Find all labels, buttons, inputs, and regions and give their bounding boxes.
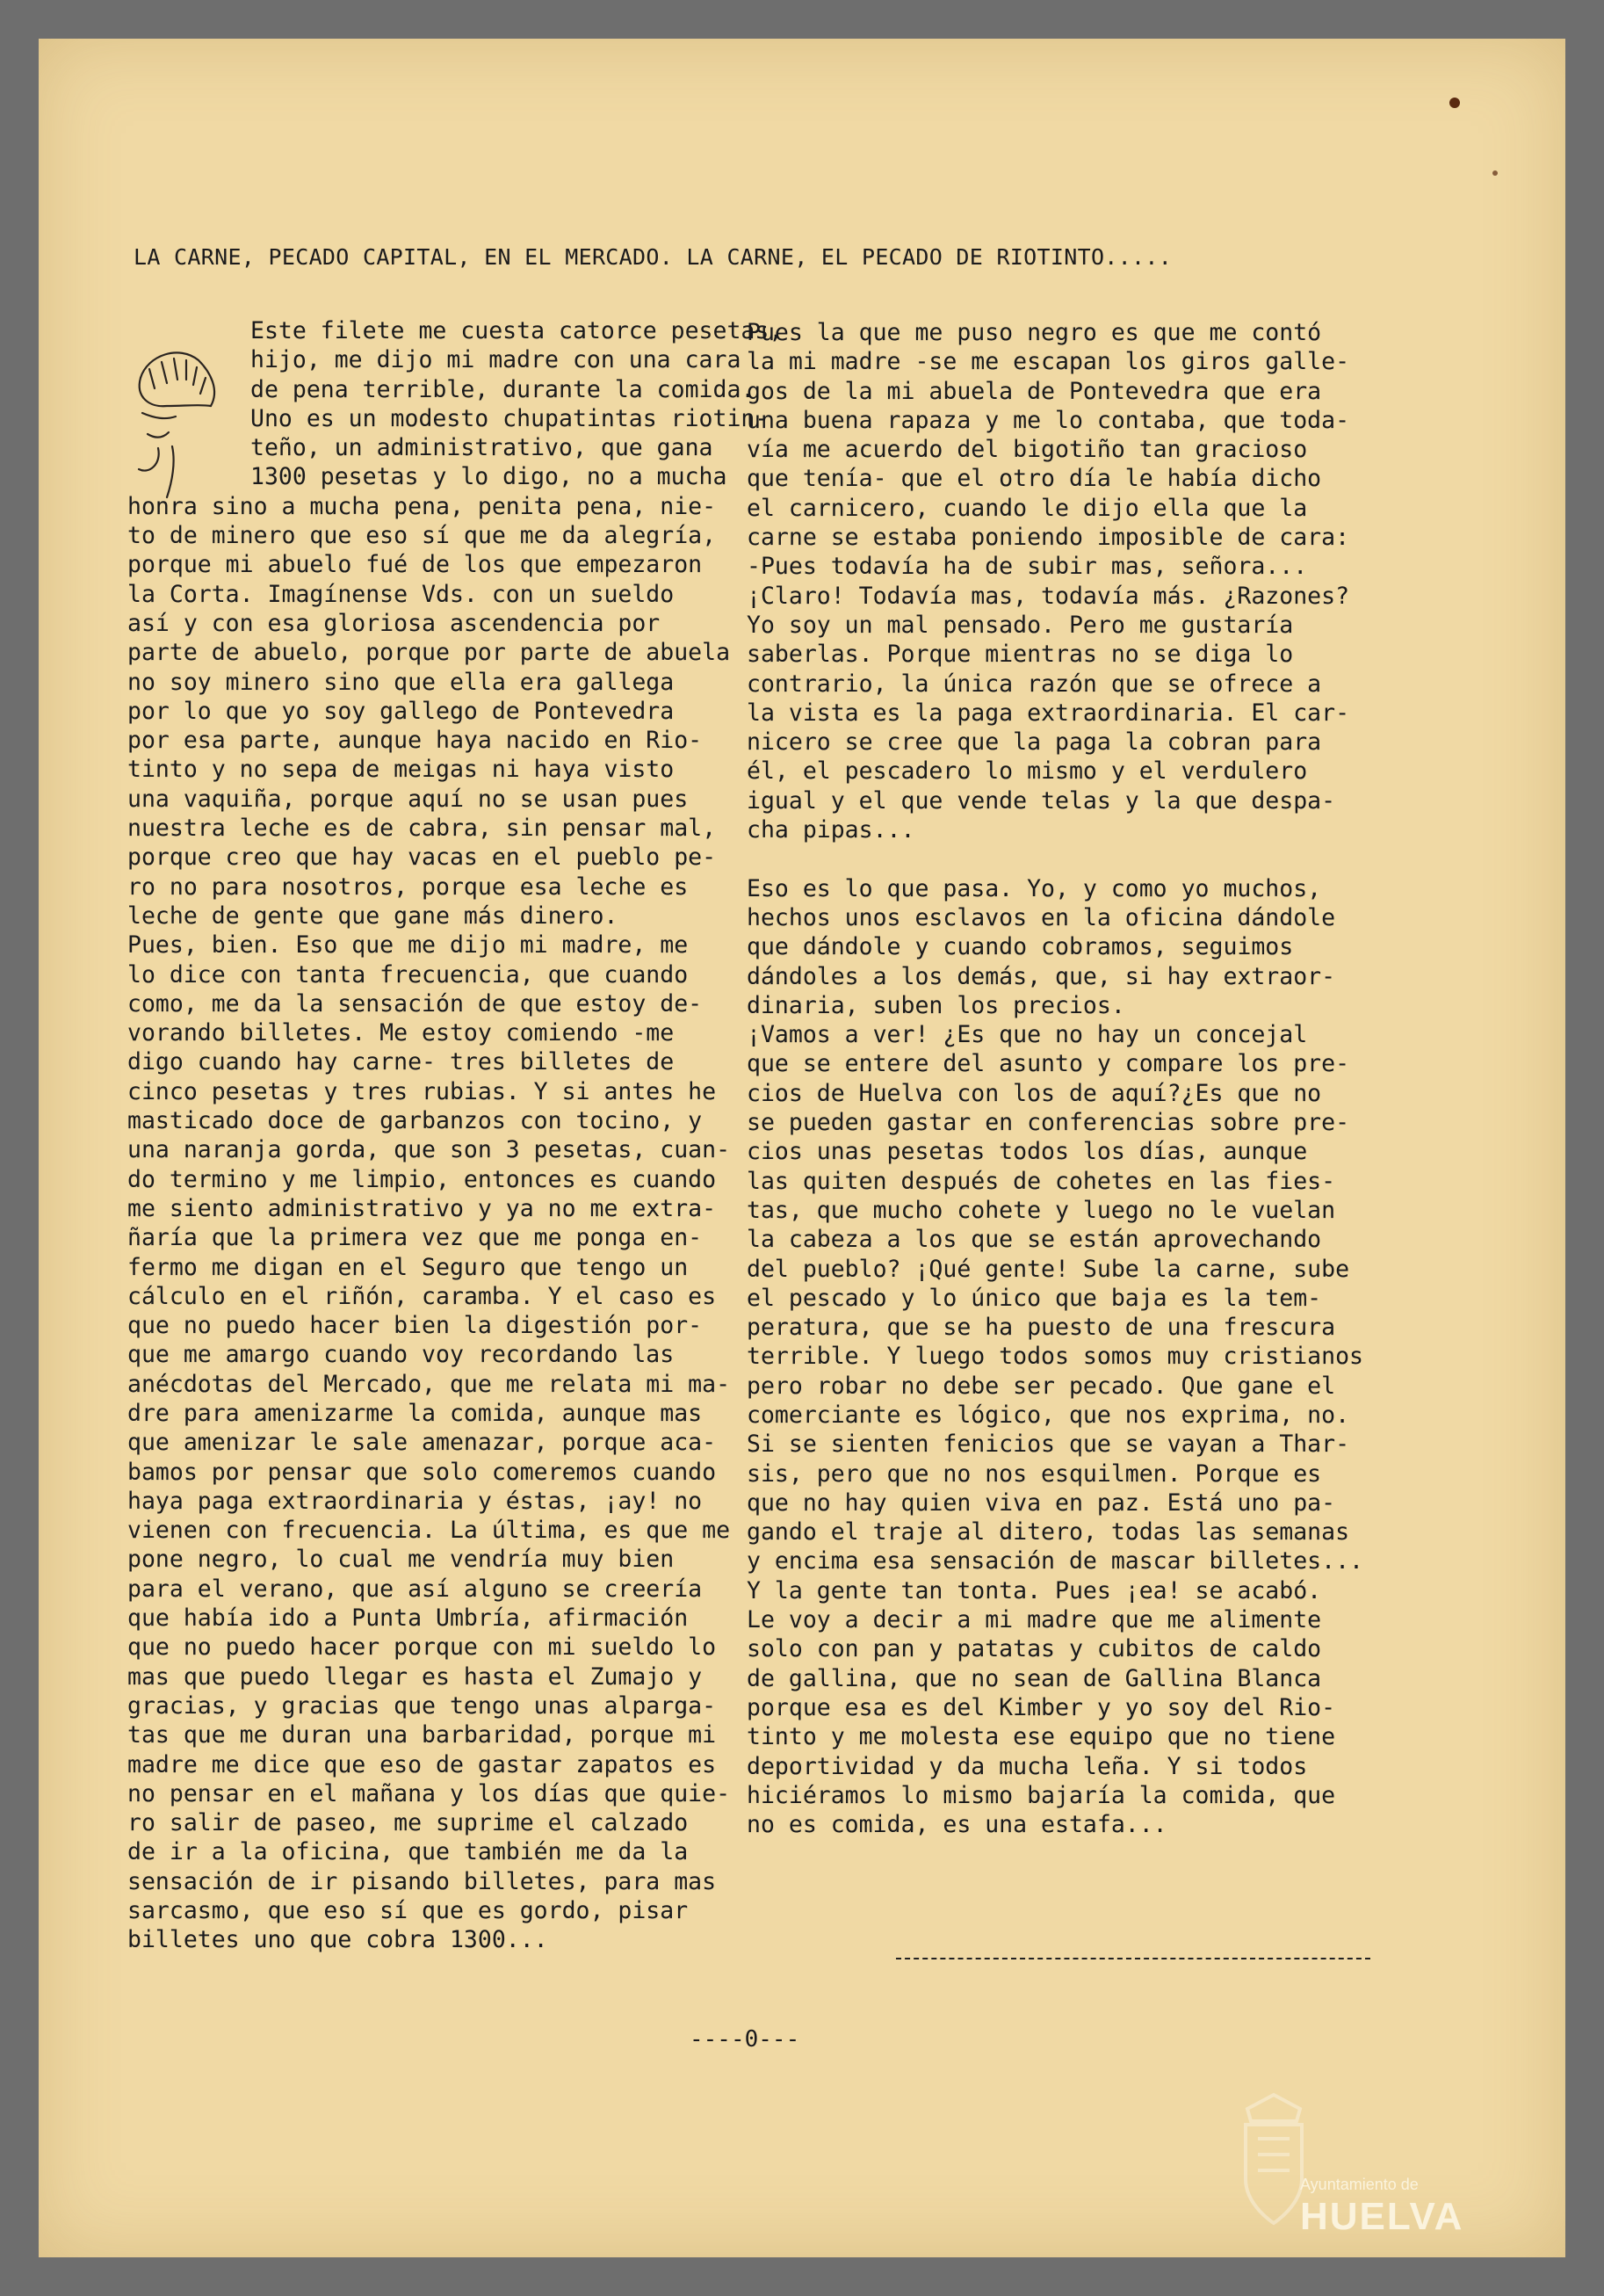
text-line: solo con pan y patatas y cubitos de caldo bbox=[747, 1635, 1322, 1663]
text-line: que no puedo hacer porque con mi sueldo lo bbox=[127, 1633, 717, 1662]
text-line: tas, que mucho cohete y luego no le vuelan bbox=[747, 1196, 1336, 1224]
text-line: por esa parte, aunque haya nacido en Rio- bbox=[127, 727, 703, 755]
text-line: no pensar en el mañana y los días que quie- bbox=[127, 1779, 731, 1807]
text-line: el pescado y lo único que baja es la tem- bbox=[747, 1284, 1322, 1312]
text-line: deportividad y da mucha leña. Y si todos bbox=[747, 1752, 1308, 1780]
text-line: haya paga extraordinaria y éstas, ¡ay! no bbox=[127, 1487, 703, 1515]
text-line: parte de abuelo, porque por parte de abuela bbox=[127, 639, 731, 667]
text-line: que me amargo cuando voy recordando las bbox=[127, 1341, 675, 1369]
text-line: Si se sienten fenicios que se vayan a Thar- bbox=[747, 1430, 1350, 1459]
end-mark: ----0--- bbox=[690, 2026, 800, 2053]
text-line: y encima esa sensación de mascar billetes... bbox=[747, 1547, 1363, 1575]
text-line: terrible. Y luego todos somos muy cristianos bbox=[747, 1343, 1363, 1371]
text-line: la cabeza a los que se están aprovechando bbox=[747, 1226, 1322, 1254]
text-line: sarcasmo, que eso sí que es gordo, pisar bbox=[127, 1897, 689, 1925]
text-line: de gallina, que no sean de Gallina Blanca bbox=[747, 1664, 1322, 1692]
text-line: cálculo en el riñón, caramba. Y el caso es bbox=[127, 1282, 717, 1310]
text-line: vía me acuerdo del bigotiño tan gracioso bbox=[747, 436, 1308, 464]
text-line: vienen con frecuencia. La última, es que me bbox=[127, 1517, 731, 1545]
text-line: billetes uno que cobra 1300... bbox=[127, 1926, 548, 1954]
text-line: él, el pescadero lo mismo y el verdulero bbox=[747, 757, 1308, 786]
text-line: Este filete me cuesta catorce pesetas, bbox=[250, 317, 784, 344]
text-line: que no puedo hacer bien la digestión por- bbox=[127, 1312, 703, 1340]
text-line: cios de Huelva con los de aquí?¿Es que no bbox=[747, 1079, 1322, 1107]
text-line: carne se estaba poniendo imposible de cara: bbox=[747, 524, 1350, 552]
text-line: pero robar no debe ser pecado. Que gane el bbox=[747, 1372, 1336, 1400]
text-line: la mi madre -se me escapan los giros galle- bbox=[747, 348, 1350, 376]
text-line: hiciéramos lo mismo bajaría la comida, que bbox=[747, 1781, 1336, 1809]
text-line: vorando billetes. Me estoy comiendo -me bbox=[127, 1019, 675, 1047]
text-line: Eso es lo que pasa. Yo, y como yo muchos, bbox=[747, 874, 1322, 902]
text-line: una naranja gorda, que son 3 pesetas, cuan- bbox=[127, 1136, 731, 1164]
right-text-column bbox=[747, 318, 1467, 1839]
ink-spot bbox=[1449, 98, 1460, 108]
text-line: bamos por pensar que solo comeremos cuando bbox=[127, 1458, 717, 1486]
text-line: masticado doce de garbanzos con tocino, y bbox=[127, 1107, 703, 1135]
text-line: dre para amenizarme la comida, aunque mas bbox=[127, 1399, 703, 1427]
text-line: porque mi abuelo fué de los que empezaron bbox=[127, 551, 703, 579]
text-line: saberlas. Porque mientras no se diga lo bbox=[747, 641, 1294, 669]
text-line: que amenizar le sale amenazar, porque aca- bbox=[127, 1429, 717, 1457]
text-line: Pues la que me puso negro es que me contó bbox=[747, 319, 1322, 346]
text-line: 1300 pesetas y lo digo, no a mucha bbox=[250, 463, 727, 491]
text-line: Pues, bien. Eso que me dijo mi madre, me bbox=[127, 931, 689, 960]
text-line: cinco pesetas y tres rubias. Y si antes he bbox=[127, 1077, 717, 1105]
text-line: lo dice con tanta frecuencia, que cuando bbox=[127, 960, 689, 989]
text-line: las quiten después de cohetes en las fies- bbox=[747, 1167, 1336, 1195]
text-line: que se entere del asunto y compare los pre- bbox=[747, 1050, 1350, 1078]
text-line bbox=[747, 844, 1467, 873]
text-line: Yo soy un mal pensado. Pero me gustaría bbox=[747, 611, 1294, 639]
text-line: que no hay quien viva en paz. Está uno pa- bbox=[747, 1488, 1336, 1517]
text-line: sis, pero que no nos esquilmen. Porque es bbox=[747, 1459, 1322, 1488]
watermark-line-2: HUELVA bbox=[1300, 2195, 1464, 2238]
text-line: madre me dice que eso de gastar zapatos es bbox=[127, 1750, 717, 1778]
text-line: porque creo que hay vacas en el pueblo pe- bbox=[127, 844, 717, 872]
text-line: tas que me duran una barbaridad, porque mi bbox=[127, 1721, 717, 1749]
text-line: no soy minero sino que ella era gallega bbox=[127, 668, 675, 696]
text-line: que había ido a Punta Umbría, afirmación bbox=[127, 1604, 689, 1633]
text-line: mas que puedo llegar es hasta el Zumajo y bbox=[127, 1662, 703, 1691]
text-line: digo cuando hay carne- tres billetes de bbox=[127, 1048, 675, 1076]
text-line: la Corta. Imagínense Vds. con un sueldo bbox=[127, 580, 675, 608]
text-line: ¡Claro! Todavía mas, todavía más. ¿Razones? bbox=[747, 582, 1350, 610]
text-line: Le voy a decir a mi madre que me alimente bbox=[747, 1606, 1322, 1634]
text-line: gracias, y gracias que tengo unas alparga- bbox=[127, 1691, 717, 1720]
text-line: nicero se cree que la paga la cobran para bbox=[747, 728, 1322, 757]
text-line: ñaría que la primera vez que me ponga en- bbox=[127, 1224, 703, 1252]
text-line: no es comida, es una estafa... bbox=[747, 1811, 1167, 1839]
text-line: que dándole y cuando cobramos, seguimos bbox=[747, 933, 1294, 961]
text-line: tinto y me molesta ese equipo que no tiene bbox=[747, 1723, 1336, 1751]
closing-rule bbox=[896, 1958, 1370, 1959]
text-line: así y con esa gloriosa ascendencia por bbox=[127, 609, 661, 637]
text-line: ¡Vamos a ver! ¿Es que no hay un concejal bbox=[747, 1021, 1308, 1049]
text-line: comerciante es lógico, que nos exprima, no. bbox=[747, 1401, 1350, 1429]
text-line: cios unas pesetas todos los días, aunque bbox=[747, 1138, 1308, 1166]
text-line: para el verano, que así alguno se creería bbox=[127, 1575, 703, 1603]
page-headline: LA CARNE, PECADO CAPITAL, EN EL MERCADO. LA CARNE, EL PECADO DE RIOTINTO..... bbox=[134, 244, 1173, 270]
text-line: igual y el que vende telas y la que despa- bbox=[747, 786, 1336, 815]
text-line: sensación de ir pisando billetes, para mas bbox=[127, 1867, 717, 1895]
text-line: leche de gente que gane más dinero. bbox=[127, 902, 618, 930]
text-line: una buena rapaza y me lo contaba, que toda- bbox=[747, 406, 1350, 434]
text-line: -Pues todavía ha de subir mas, señora... bbox=[747, 553, 1308, 581]
watermark-line-1: Ayuntamiento de bbox=[1300, 2176, 1419, 2193]
text-line: por lo que yo soy gallego de Pontevedra bbox=[127, 697, 675, 725]
text-line: nuestra leche es de cabra, sin pensar mal, bbox=[127, 815, 717, 843]
text-line: como, me da la sensación de que estoy de- bbox=[127, 989, 703, 1018]
text-line: Y la gente tan tonta. Pues ¡ea! se acabó. bbox=[747, 1576, 1322, 1604]
text-line: me siento administrativo y ya no me extra- bbox=[127, 1194, 717, 1222]
text-line: ro no para nosotros, porque esa leche es bbox=[127, 873, 689, 901]
text-line: gando el traje al ditero, todas las semanas bbox=[747, 1518, 1350, 1546]
text-line: se pueden gastar en conferencias sobre pre- bbox=[747, 1109, 1350, 1137]
text-line: Uno es un modesto chupatintas riotin- bbox=[250, 404, 769, 432]
ink-spot bbox=[1492, 170, 1498, 176]
text-line: contrario, la única razón que se ofrece a bbox=[747, 670, 1322, 698]
text-line: do termino y me limpio, entonces es cuando bbox=[127, 1165, 717, 1193]
text-line: hechos unos esclavos en la oficina dándole bbox=[747, 903, 1336, 931]
text-line: de pena terrible, durante la comida. bbox=[250, 375, 755, 403]
text-line: del pueblo? ¡Qué gente! Sube la carne, sube bbox=[747, 1255, 1350, 1283]
text-line: peratura, que se ha puesto de una frescura bbox=[747, 1314, 1336, 1342]
text-line: tinto y no sepa de meigas ni haya visto bbox=[127, 756, 675, 784]
text-line: hijo, me dijo mi madre con una cara bbox=[250, 346, 741, 374]
text-line: to de minero que eso sí que me da alegría, bbox=[127, 522, 717, 550]
text-line: de ir a la oficina, que también me da la bbox=[127, 1838, 689, 1866]
text-line: dándoles a los demás, que, si hay extraor- bbox=[747, 962, 1336, 990]
text-line: anécdotas del Mercado, que me relata mi ma- bbox=[127, 1370, 731, 1398]
text-line: que tenía- que el otro día le había dicho bbox=[747, 465, 1322, 493]
text-line: teño, un administrativo, que gana bbox=[250, 434, 713, 462]
text-line: la vista es la paga extraordinaria. El car- bbox=[747, 699, 1350, 727]
text-line: dinaria, suben los precios. bbox=[747, 991, 1125, 1019]
text-line: honra sino a mucha pena, penita pena, nie- bbox=[127, 492, 717, 520]
text-line: porque esa es del Kimber y yo soy del Rio- bbox=[747, 1693, 1336, 1721]
text-line: el carnicero, cuando le dijo ella que la bbox=[747, 494, 1308, 522]
text-line: fermo me digan en el Seguro que tengo un bbox=[127, 1253, 689, 1281]
text-line: cha pipas... bbox=[747, 816, 915, 844]
text-line: una vaquiña, porque aquí no se usan pues bbox=[127, 785, 689, 813]
text-line: ro salir de paseo, me suprime el calzado bbox=[127, 1809, 689, 1837]
text-line: pone negro, lo cual me vendría muy bien bbox=[127, 1546, 675, 1574]
text-line: gos de la mi abuela de Pontevedra que era bbox=[747, 377, 1322, 405]
